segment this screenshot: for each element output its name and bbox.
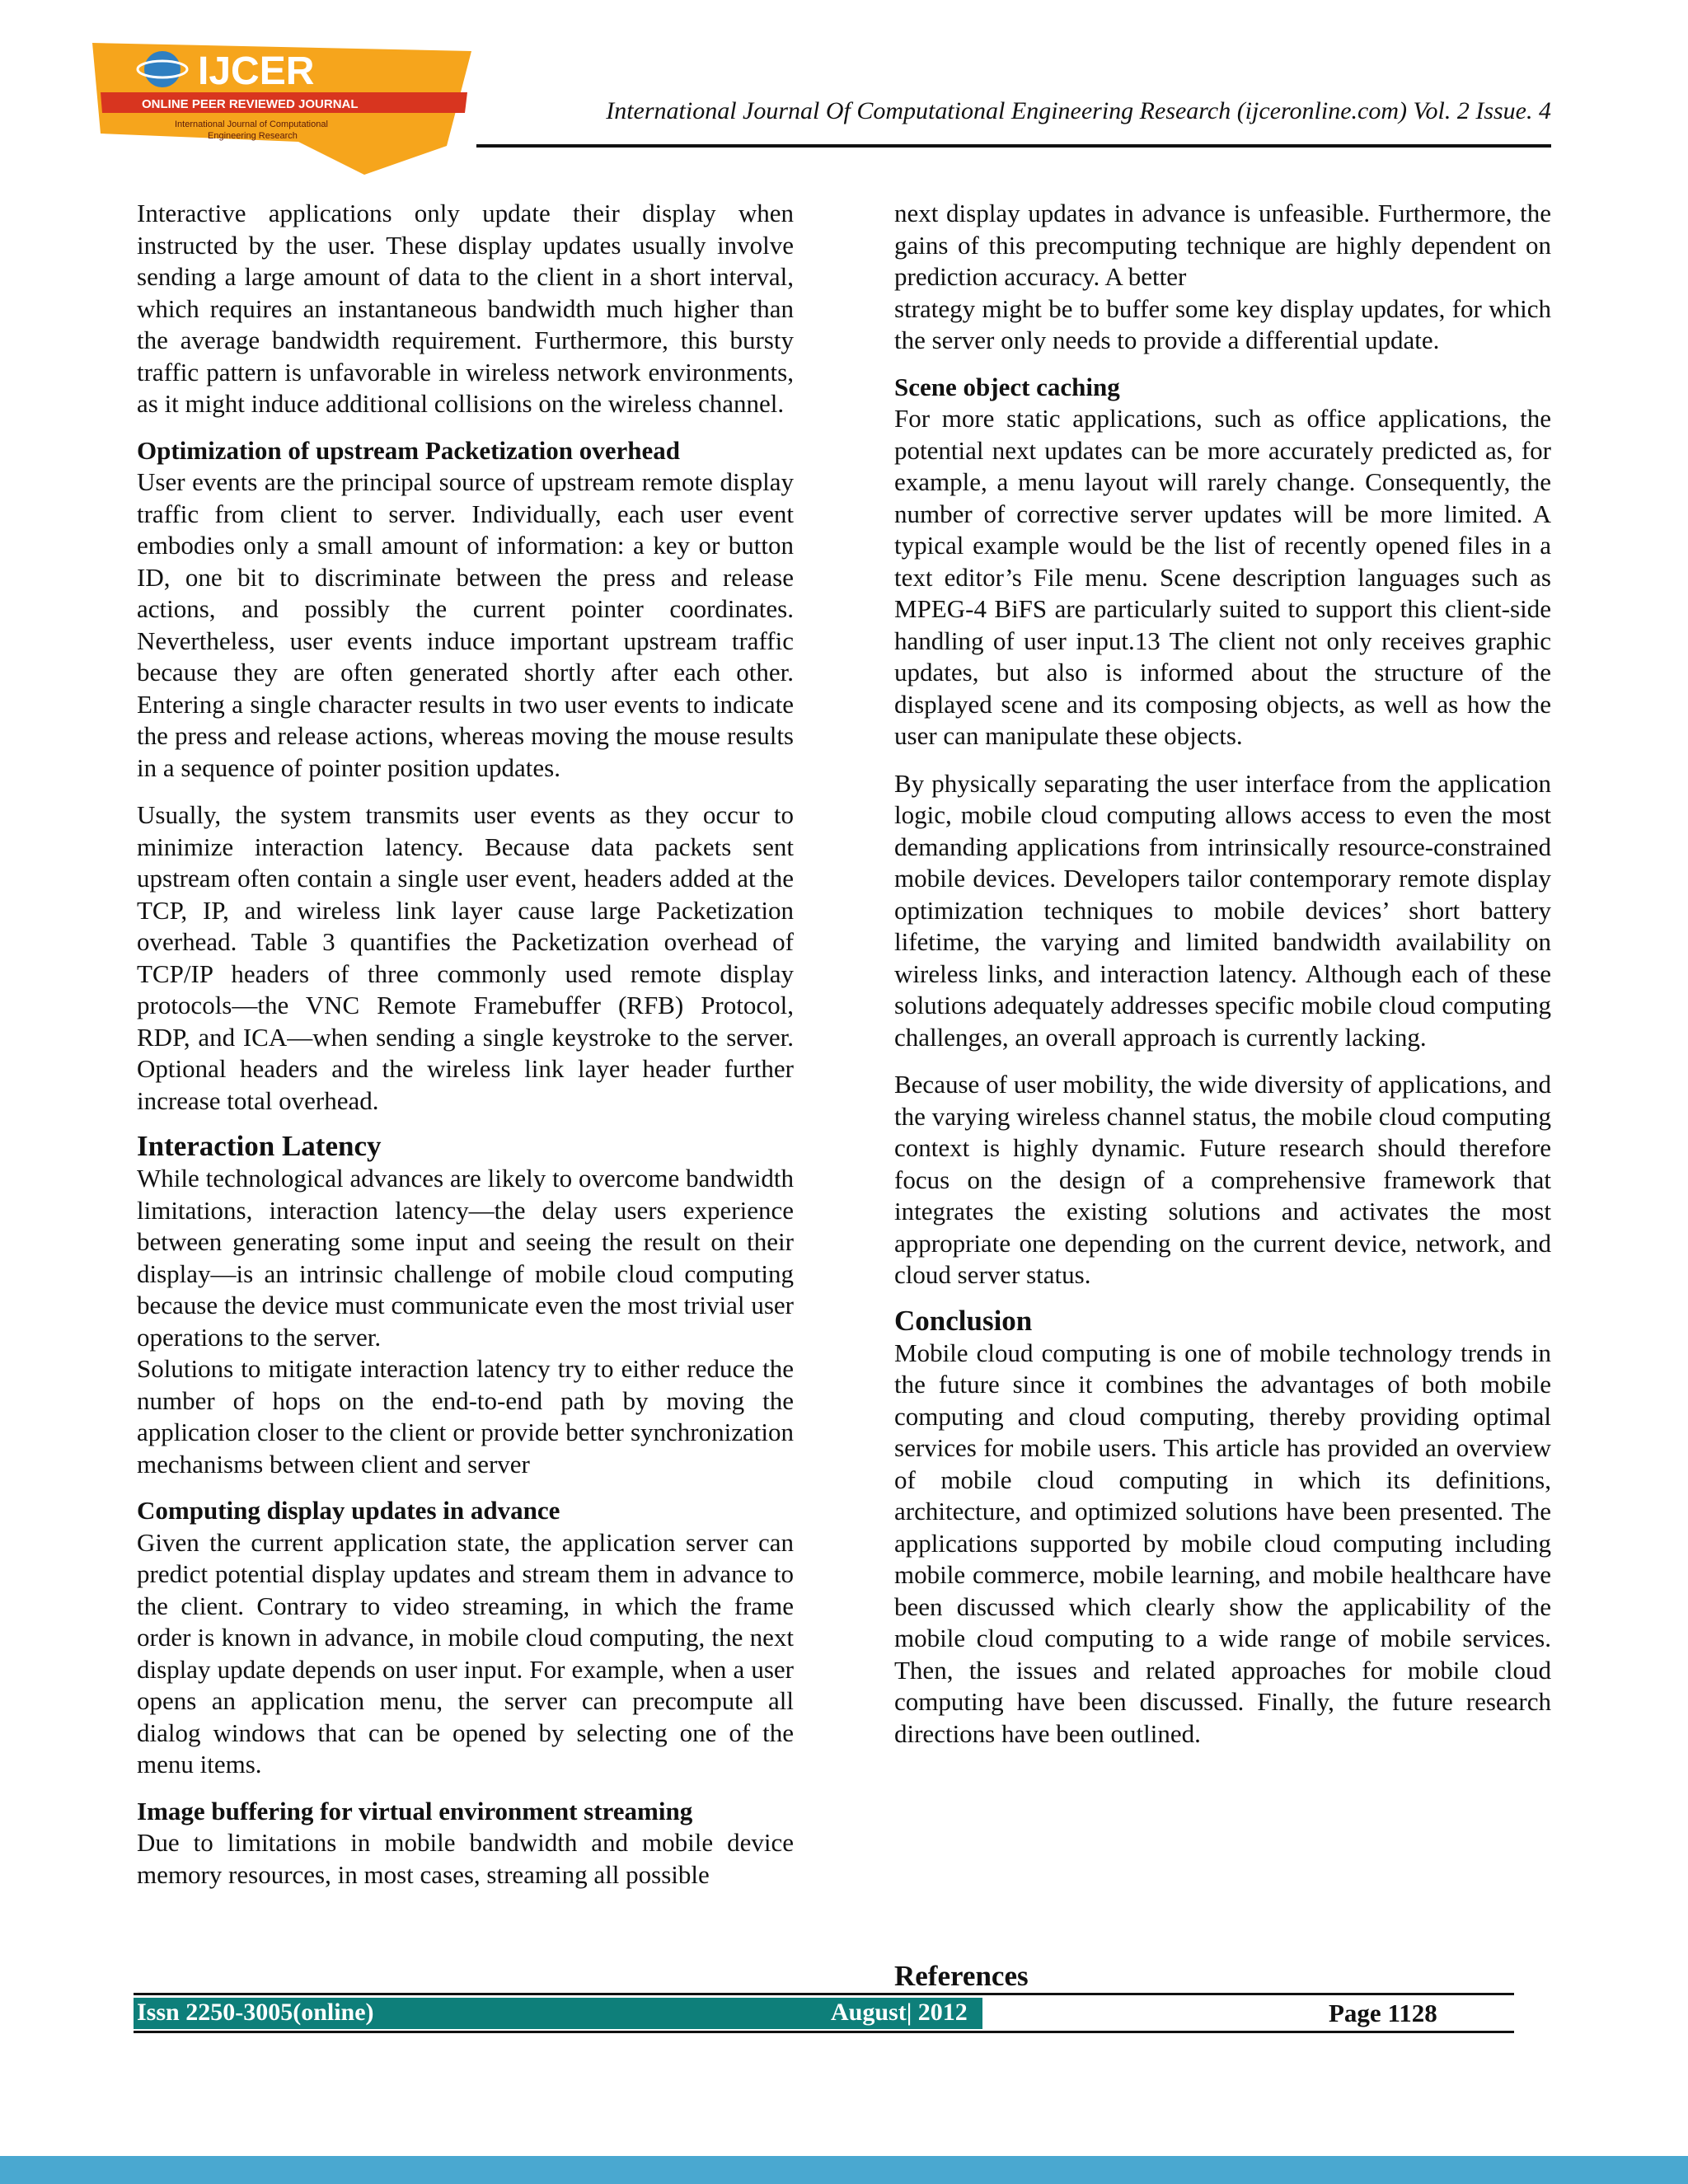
paragraph: Due to limitations in mobile bandwidth and mobile device memory resources, in most cases, streaming all possible [137, 1828, 794, 1889]
paragraph: Given the current application state, the application server can predict potential display updates and stream them in advance to the client. Contrary to video streaming, in which the frame order is known in advance, in mobile cloud computing, the next display update depends on user input. For example, when a user opens an application menu, the server can precompute all dialog windows that can be opened by selecting one of the menu items. [137, 1527, 794, 1779]
section-heading-computing: Computing display updates in advance [137, 1496, 560, 1525]
logo-subtitle-2: Engineering Research [208, 131, 298, 141]
footer-rule-top [134, 1993, 1514, 1995]
paragraph: By physically separating the user interface from the application logic, mobile cloud computing allows access to even the most demanding applications from intrinsically resource-constrained mobile devices. Developers tailor contemporary remote display optimization techniques to mobile devices’ short battery lifetime, the varying and limited bandwidth availability on wireless links, and interaction latency. Although each of these solutions adequately addresses specific mobile cloud computing challenges, an overall approach is currently lacking. [894, 768, 1551, 1052]
paragraph: Because of user mobility, the wide diversity of applications, and the varying wireless channel status, the mobile cloud computing context is highly dynamic. Future research should therefore focus on the design of a comprehensive framework that integrates the existing solutions and activates the most appropriate one depending on the current device, network, and cloud server status. [894, 1070, 1551, 1289]
paragraph: strategy might be to buffer some key display updates, for which the server only needs to provide a differential update. [894, 293, 1551, 354]
logo-text: IJCER [198, 49, 315, 93]
footer-rule-bottom [134, 2031, 1514, 2033]
section-heading-latency: Interaction Latency [137, 1130, 382, 1162]
section-heading-conclusion: Conclusion [894, 1304, 1033, 1337]
logo-subtitle-1: International Journal of Computational [175, 120, 328, 129]
header-rule [476, 144, 1551, 148]
paragraph: While technological advances are likely to overcome bandwidth limitations, interaction latency—the delay users experience between generating some input and seeing the result on their display—is an intrinsic challenge of mobile cloud computing because the device must communicate even the most trivial user operations to the server. [137, 1164, 794, 1352]
journal-logo [92, 43, 471, 175]
paragraph: Mobile cloud computing is one of mobile technology trends in the future since it combines the advantages of both mobile computing and cloud computing, thereby providing optimal services for mobile users. This article has provided an overview of mobile cloud computing in which its definitions, architecture, and optimized solutions have been presented. The applications supported by mobile cloud computing including mobile commerce, mobile learning, and mobile healthcare have been discussed which clearly show the applicability of the mobile cloud computing to a wide range of mobile services. Then, the issues and related approaches for mobile cloud computing have been discussed. Finally, the future research directions have been outlined. [894, 1338, 1551, 1748]
logo-tagline: ONLINE PEER REVIEWED JOURNAL [142, 97, 359, 111]
footer-issn: Issn 2250-3005(online) [137, 1999, 374, 2026]
section-heading-references: References [894, 1960, 1029, 1992]
journal-header-line: International Journal Of Computational Engineering Research (ijceronline.com) Vol. 2 Issue. 4 [606, 97, 1551, 124]
paragraph: Interactive applications only update their display when instructed by the user. These display updates usually involve sending a large amount of data to the client in a short interval, which requires an instantaneous bandwidth much higher than the average bandwidth requirement. Furthermore, this bursty traffic pattern is unfavorable in wireless network environments, as it might induce additional collisions on the wireless channel. [137, 199, 794, 418]
section-heading-scene: Scene object caching [894, 372, 1120, 401]
footer-date: August| 2012 [831, 1999, 968, 2026]
paragraph: next display updates in advance is unfeasible. Furthermore, the gains of this precomputing technique are highly dependent on prediction accuracy. A better [894, 199, 1551, 291]
footer-page-number: Page 1128 [1329, 1999, 1437, 2027]
section-heading-buffering: Image buffering for virtual environment streaming [137, 1796, 693, 1825]
paragraph: Solutions to mitigate interaction latency try to either reduce the number of hops on the end-to-end path by moving the application closer to the client or provide better synchronization mechanisms between client and server [137, 1354, 794, 1479]
right-column [894, 198, 1551, 1982]
paragraph: For more static applications, such as office applications, the potential next updates can be more accurately predicted as, for example, a menu layout will rarely change. Consequently, the number of corrective server updates will be more limited. A typical example would be the list of recently opened files in a text editor’s File menu. Scene description languages such as MPEG-4 BiFS are particularly suited to support this client-side handling of user input.13 The client not only receives graphic updates, but also is informed about the structure of the displayed scene and its composing objects, as well as how the user can manipulate these objects. [894, 404, 1551, 750]
paragraph: User events are the principal source of upstream remote display traffic from client to server. Individually, each user event embodies only a small amount of information: a key or button ID, one bit to discriminate between the press and release actions, and possibly the current pointer coordinates. Nevertheless, user events induce important upstream traffic because they are often generated shortly after each other. Entering a single character results in two user events to indicate the press and release actions, whereas moving the mouse results in a sequence of pointer position updates. [137, 467, 794, 782]
paragraph: Usually, the system transmits user events as they occur to minimize interaction latency. Because data packets sent upstream often contain a single user event, headers added at the TCP, IP, and wireless link layer cause large Packetization overhead. Table 3 quantifies the Packetization overhead of TCP/IP headers of three commonly used remote display protocols—the VNC Remote Framebuffer (RFB) Protocol, RDP, and ICA—when sending a single keystroke to the server. Optional headers and the wireless link layer header further increase total overhead. [137, 800, 794, 1115]
section-heading-upstream: Optimization of upstream Packetization overhead [137, 435, 680, 465]
bottom-band [0, 2156, 1688, 2184]
left-column [137, 198, 794, 1982]
